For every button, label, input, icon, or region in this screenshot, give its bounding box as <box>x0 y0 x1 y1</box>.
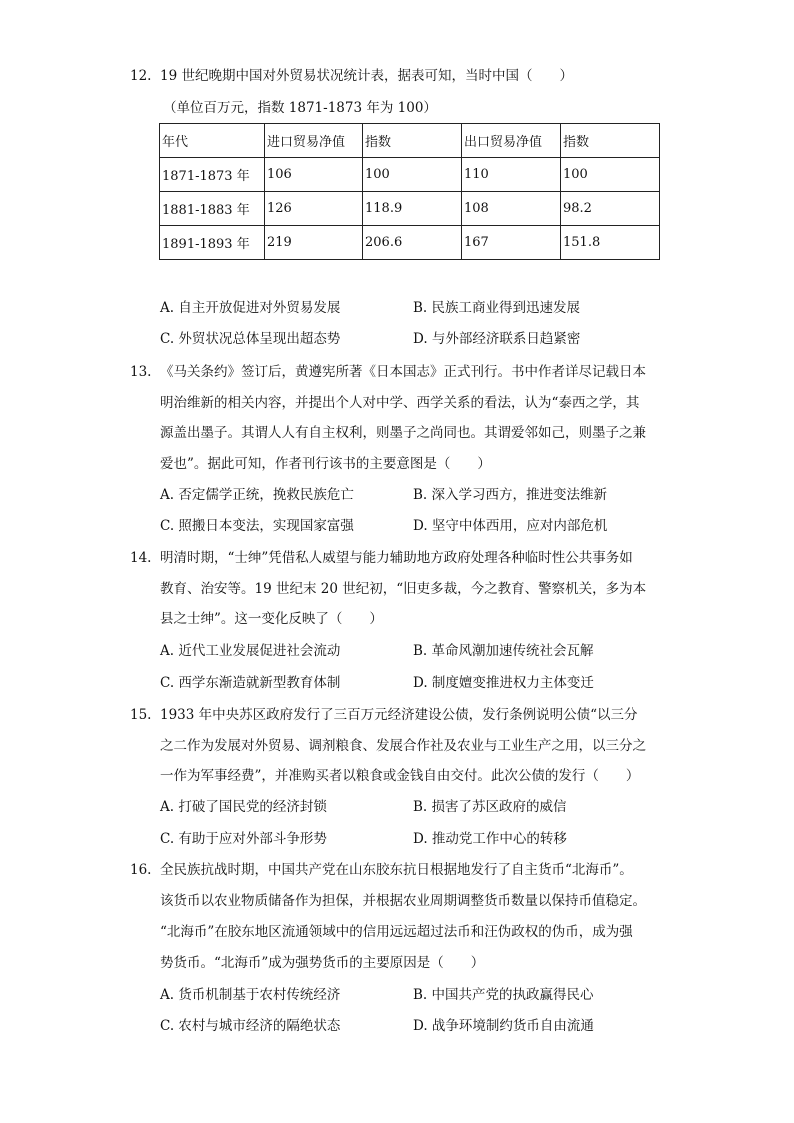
question-number: 13. <box>130 364 152 380</box>
question-stem-line: 明清时期，“士绅”凭借私人威望与能力辅助地方政府处理各种临时性公共事务如 <box>160 550 633 566</box>
question-stem-line: 一作为军事经费”，并准购买者以粮食或金钱自由交付。此次公债的发行（ ） <box>160 768 640 784</box>
option-a: A. 货币机制基于农村传统经济 <box>160 987 341 1003</box>
option-c: C. 照搬日本变法，实现国家富强 <box>160 518 354 534</box>
table-cell: 1891-1893 年 <box>160 226 265 260</box>
table-cell: 219 <box>265 226 363 260</box>
option-d: D. 坚守中体西用，应对内部危机 <box>413 518 608 534</box>
option-b: B. 民族工商业得到迅速发展 <box>413 300 581 316</box>
table-cell: 100 <box>561 158 660 192</box>
table-header: 年代 <box>160 124 265 158</box>
question-stem-line: 之二作为发展对外贸易、调剂粮食、发展合作社及农业与工业生产之用，以三分之 <box>160 738 646 754</box>
option-d: D. 推动党工作中心的转移 <box>413 831 567 847</box>
question-number: 15. <box>130 707 152 723</box>
option-c: C. 有助于应对外部斗争形势 <box>160 831 327 847</box>
question-stem-line: 源盖出墨子。其谓人人有自主权利，则墨子之尚同也。其谓爱邻如己，则墨子之兼 <box>160 425 646 441</box>
trade-table <box>159 123 660 260</box>
table-row <box>160 192 660 226</box>
question-stem-line: 全民族抗战时期，中国共产党在山东胶东抗日根据地发行了自主货币“北海币”。 <box>160 862 633 878</box>
question-stem: 19 世纪晚期中国对外贸易状况统计表，据表可知，当时中国（ ） <box>160 68 573 84</box>
option-a: A. 近代工业发展促进社会流动 <box>160 643 341 659</box>
option-c: C. 农村与城市经济的隔绝状态 <box>160 1018 341 1034</box>
table-cell: 100 <box>363 158 462 192</box>
table-cell: 118.9 <box>363 192 462 226</box>
option-d: D. 战争环境制约货币自由流通 <box>413 1018 594 1034</box>
option-d: D. 制度嬗变推进权力主体变迁 <box>413 675 594 691</box>
question-stem-line: “北海币”在胶东地区流通领域中的信用远远超过法币和汪伪政权的伪币，成为强 <box>160 924 633 940</box>
question-stem-line: 1933 年中央苏区政府发行了三百万元经济建设公债，发行条例说明公债“以三分 <box>160 707 638 723</box>
question-number: 14. <box>130 550 152 566</box>
table-header: 指数 <box>561 124 660 158</box>
table-cell: 151.8 <box>561 226 660 260</box>
table-cell: 106 <box>265 158 363 192</box>
table-cell: 108 <box>462 192 561 226</box>
table-header: 出口贸易净值 <box>462 124 561 158</box>
option-d: D. 与外部经济联系日趋紧密 <box>413 331 581 347</box>
table-row <box>160 158 660 192</box>
table-cell: 98.2 <box>561 192 660 226</box>
table-header-row <box>160 124 660 158</box>
table-cell: 167 <box>462 226 561 260</box>
question-stem-line: 该货币以农业物质储备作为担保，并根据农业周期调整货币数量以保持币值稳定。 <box>160 893 646 909</box>
question-number: 12. <box>130 68 152 84</box>
option-c: C. 西学东渐造就新型教育体制 <box>160 675 341 691</box>
option-a: A. 自主开放促进对外贸易发展 <box>160 300 341 316</box>
option-a: A. 打破了国民党的经济封锁 <box>160 799 327 815</box>
table-cell: 1871-1873 年 <box>160 158 265 192</box>
table-header: 指数 <box>363 124 462 158</box>
table-header: 进口贸易净值 <box>265 124 363 158</box>
question-stem-line: 县之士绅”。这一变化反映了（ ） <box>160 611 383 627</box>
question-stem-line: 明治维新的相关内容，并提出个人对中学、西学关系的看法，认为“泰西之学，其 <box>160 395 640 411</box>
table-cell: 206.6 <box>363 226 462 260</box>
question-stem-line: 势货币。“北海币”成为强势货币的主要原因是（ ） <box>160 955 485 971</box>
question-stem-line: 爱也”。据此可知，作者刊行该书的主要意图是（ ） <box>160 456 491 472</box>
table-cell: 110 <box>462 158 561 192</box>
option-c: C. 外贸状况总体呈现出超态势 <box>160 331 341 347</box>
option-b: B. 革命风潮加速传统社会瓦解 <box>413 643 594 659</box>
table-cell: 1881-1883 年 <box>160 192 265 226</box>
option-b: B. 损害了苏区政府的威信 <box>413 799 567 815</box>
question-stem-line: 教育、治安等。19 世纪末 20 世纪初，“旧吏多裁，今之教育、警察机关，多为本 <box>160 581 647 597</box>
table-row <box>160 226 660 260</box>
option-a: A. 否定儒学正统，挽救民族危亡 <box>160 487 354 503</box>
question-number: 16. <box>130 862 152 878</box>
option-b: B. 中国共产党的执政赢得民心 <box>413 987 594 1003</box>
question-stem-line: 《马关条约》签订后，黄遵宪所著《日本国志》正式刊行。书中作者详尽记载日本 <box>160 364 646 380</box>
table-note: （单位百万元，指数 1871-1873 年为 100） <box>163 100 437 116</box>
table-cell: 126 <box>265 192 363 226</box>
option-b: B. 深入学习西方，推进变法维新 <box>413 487 608 503</box>
